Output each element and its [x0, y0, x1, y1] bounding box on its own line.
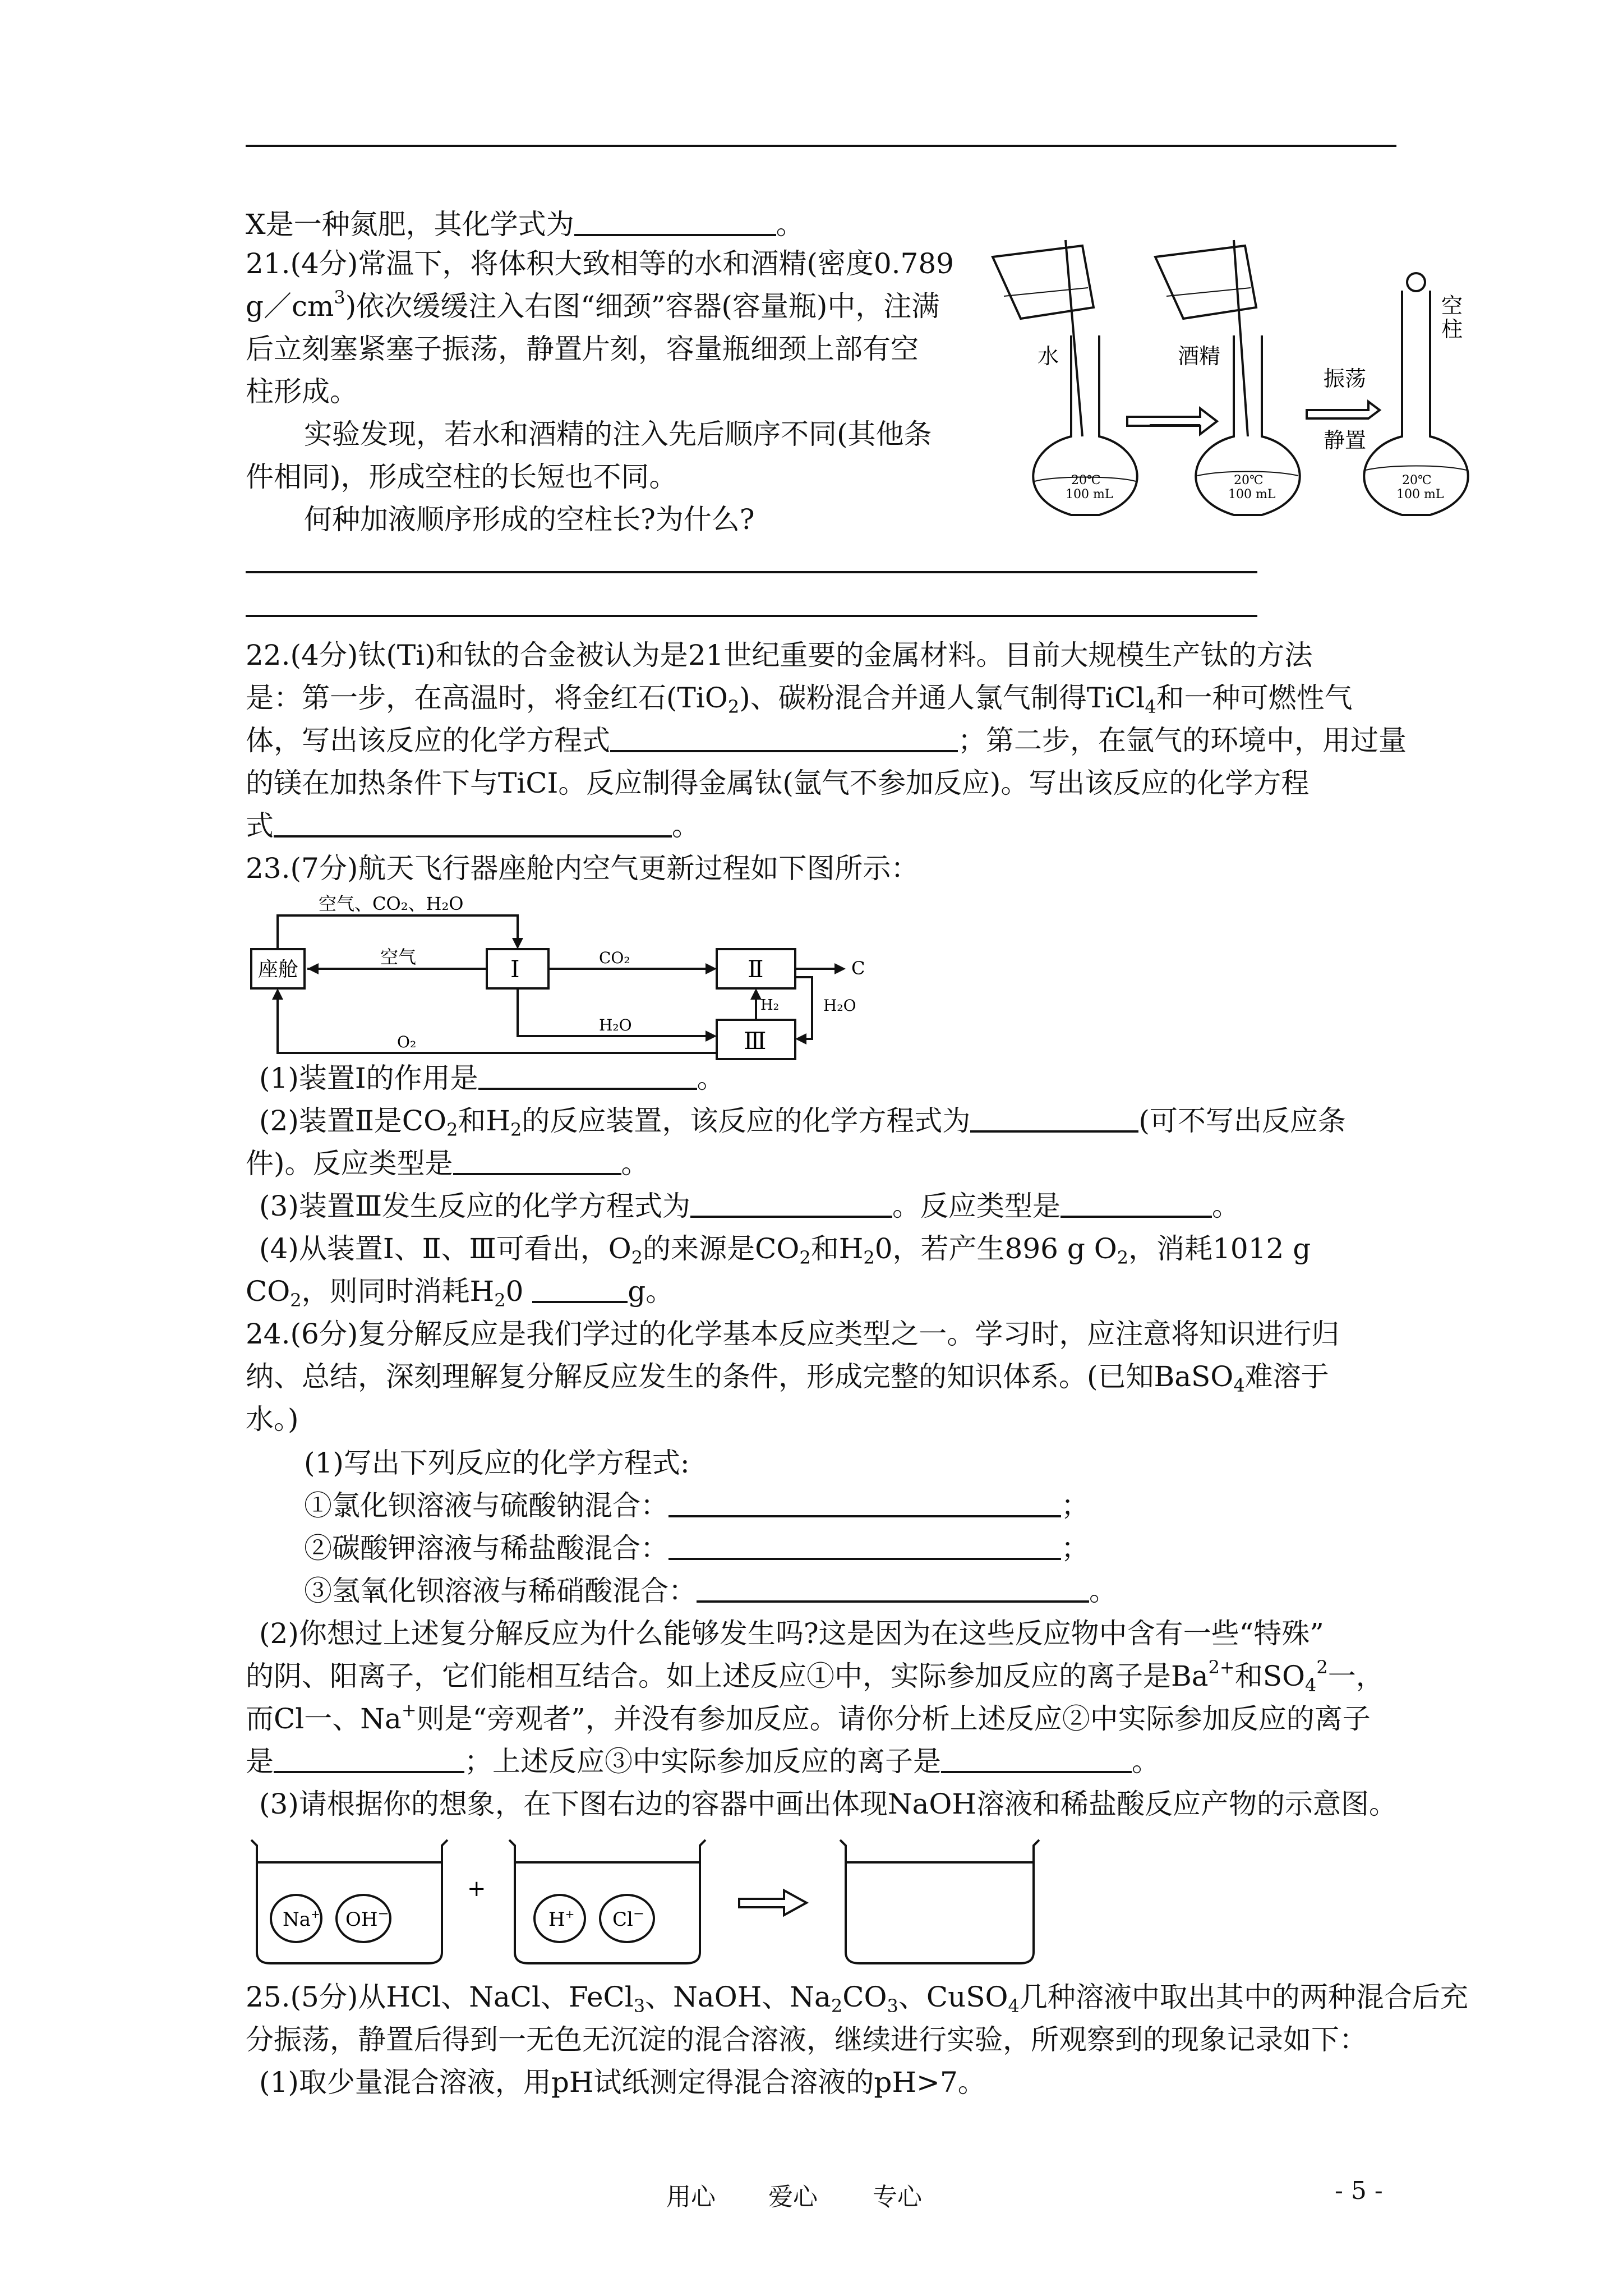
q21-line: 21.(4分)常温下，将体积大致相等的水和酒精(密度0.789: [246, 247, 954, 280]
q25-line: (1)取少量混合溶液，用pH试纸测定得混合溶液的pH>7。: [259, 2066, 986, 2099]
h-charge: +: [565, 1907, 575, 1921]
q22-line: 体，写出该反应的化学方程式 ；第二步，在氩气的环境中，用过量: [246, 724, 1407, 757]
q24-reaction: ②碳酸钾溶液与稀盐酸混合： ；: [304, 1532, 1089, 1565]
alcohol-label: 酒精: [1178, 344, 1221, 369]
answer-line: [246, 615, 1257, 617]
q25-line: 分振荡，静置后得到一无色无沉淀的混合溶液，继续进行实验，所观察到的现象记录如下：: [246, 2023, 1367, 2056]
q23-part2: (2)装置Ⅱ是$CO_2$和$H_2$的反应装置，该反应的化学方程式为 (可不写出反应条: [259, 1105, 1346, 1140]
flow-label: H₂O: [599, 1016, 632, 1034]
flow-label: O₂: [397, 1033, 417, 1051]
q23-part3: (3)装置Ⅲ发生反应的化学方程式为 。反应类型是 。: [259, 1190, 1241, 1222]
footer-text: 用心: [666, 2183, 716, 2211]
q24-line: 24.(6分)复分解反应是我们学过的化学基本反应类型之一。学习时，应注意将知识进行归: [246, 1318, 1340, 1350]
svg-text:OH−: [345, 1906, 389, 1931]
q22-line: 22.(4分)钛(Ti)和钛的合金被认为是21世纪重要的金属材料。目前大规模生产钛的方法: [246, 639, 1313, 671]
q24-sub2: 是 ；上述反应③中实际参加反应的离子是 。: [246, 1745, 1160, 1778]
q21-line: 何种加液顺序形成的空柱长?为什么?: [304, 503, 755, 536]
device-2-label: Ⅱ: [748, 955, 764, 983]
q24-line: 纳、总结，深刻理解复分解反应发生的条件，形成完整的知识体系。(已知BaSO$_4$难溶于: [246, 1360, 1329, 1396]
oh-charge: −: [377, 1906, 389, 1921]
q21-line: 柱形成。: [246, 375, 358, 408]
q23-part4: $CO_2$，则同时消耗$H_20$ g。: [246, 1275, 674, 1311]
cl-label: Cl: [612, 1908, 633, 1931]
cabin-label: 座舱: [258, 958, 299, 981]
q24-reaction: ①氯化钡溶液与硫酸钠混合： ；: [304, 1489, 1089, 1522]
text-line: X是一种氮肥，其化学式为 。: [246, 208, 804, 241]
water-label: 水: [1038, 344, 1059, 369]
arrow-icon: [1307, 402, 1380, 418]
shake-label: 振荡: [1324, 366, 1367, 391]
q21-line: $g/cm^3$)依次缓缓注入右图“细颈”容器(容量瓶)中，注满: [246, 287, 940, 323]
beaker-shape: [993, 246, 1094, 319]
flask-figure: [987, 234, 1492, 526]
empty-label: 柱: [1441, 317, 1463, 342]
beaker-shape: [1155, 246, 1256, 319]
air-cycle-diagram: [246, 893, 941, 1061]
svg-text:H+: [548, 1907, 574, 1931]
beaker-shape: [251, 1840, 448, 1963]
q24-reaction: ③氢氧化钡溶液与稀硝酸混合： 。: [304, 1575, 1117, 1607]
q24-sub2: (2)你想过上述复分解反应为什么能够发生吗?这是因为在这些反应物中含有一些“特殊”: [259, 1617, 1324, 1650]
footer-text: 专心: [873, 2183, 922, 2211]
temp-label: 20℃: [1071, 473, 1101, 487]
flow-label: H₂O: [823, 996, 856, 1015]
volume-label: 100 mL: [1396, 487, 1444, 501]
q23-title: 23.(7分)航天飞行器座舱内空气更新过程如下图所示：: [246, 852, 919, 885]
beaker-figure: [246, 1834, 1121, 1969]
temp-label: 20℃: [1402, 473, 1432, 487]
header-rule: [246, 145, 1396, 147]
q22-line: 式 。: [246, 809, 700, 842]
temp-label: 20℃: [1234, 473, 1264, 487]
q23-part1: (1)装置Ⅰ的作用是 。: [259, 1062, 725, 1094]
device-3-label: Ⅲ: [744, 1027, 767, 1055]
glass-rod: [1234, 240, 1248, 436]
arrow-icon: [1127, 408, 1217, 434]
flow-label: CO₂: [599, 949, 630, 967]
volume-label: 100 mL: [1066, 487, 1113, 501]
answer-line: [246, 571, 1257, 573]
q22-line: 的镁在加热条件下与TiCI。反应制得金属钛(氩气不参加反应)。写出该反应的化学方程: [246, 767, 1310, 799]
flow-label: 空气、CO₂、H₂O: [319, 893, 464, 914]
plus-sign: +: [467, 1876, 486, 1902]
q22-line: 是：第一步，在高温时，将金红石(TiO$_2$)、碳粉混合并通人氯气制得TiCl$_4$和一种可燃性气: [246, 682, 1353, 717]
empty-beaker-shape: [840, 1840, 1039, 1963]
q21-line: 后立刻塞紧塞子振荡，静置片刻，容量瓶细颈上部有空: [246, 333, 919, 365]
q24-sub1: (1)写出下列反应的化学方程式:: [304, 1447, 690, 1479]
page-number: - 5 -: [1335, 2177, 1383, 2205]
oh-label: OH: [345, 1908, 378, 1931]
q23-part4: (4)从装置Ⅰ、Ⅱ、Ⅲ可看出，$O_2$的来源是$CO_2$和$H_20$，若产生896 g $O_2$，消耗1012 g: [259, 1232, 1311, 1268]
volume-label: 100 mL: [1228, 487, 1276, 501]
q24-sub2: 的阴、阳离子，它们能相互结合。如上述反应①中，实际参加反应的离子是$Ba^{2+}$和$SO_4^2$一，: [246, 1657, 1384, 1696]
h-label: H: [548, 1908, 565, 1931]
still-label: 静置: [1324, 428, 1367, 453]
cl-charge: −: [633, 1906, 644, 1921]
flow-label: H₂: [760, 997, 780, 1014]
arrow-icon: [739, 1890, 806, 1915]
device-1-label: Ⅰ: [510, 955, 520, 983]
q24-sub3: (3)请根据你的想象，在下图右边的容器中画出体现NaOH溶液和稀盐酸反应产物的示意图。: [259, 1788, 1397, 1820]
footer-text: 爱心: [768, 2183, 818, 2211]
na-label: Na: [283, 1908, 311, 1931]
flow-label: 空气: [380, 946, 417, 968]
svg-text:Na+: [283, 1907, 320, 1931]
stopper-shape: [1407, 273, 1425, 291]
q21-line: 实验发现，若水和酒精的注入先后顺序不同(其他条: [304, 418, 932, 450]
q23-part2: 件)。反应类型是 。: [246, 1147, 649, 1180]
empty-label: 空: [1441, 293, 1463, 318]
q24-sub2: 而Cl一、Na+则是“旁观者”，并没有参加反应。请你分析上述反应②中实际参加反应的离子: [246, 1699, 1371, 1735]
na-charge: +: [311, 1907, 320, 1921]
glass-rod: [1066, 240, 1082, 436]
q21-line: 件相同)，形成空柱的长短也不同。: [246, 461, 677, 493]
q25-line: 25.(5分)从HCl、NaCl、FeCl$_3$、NaOH、$Na_2CO_3$、CuSO$_4$几种溶液中取出其中的两种混合后充: [246, 1981, 1468, 2017]
flow-label: C: [851, 958, 865, 979]
svg-text:Cl−: [612, 1906, 644, 1931]
q24-line: 水。): [246, 1403, 299, 1435]
